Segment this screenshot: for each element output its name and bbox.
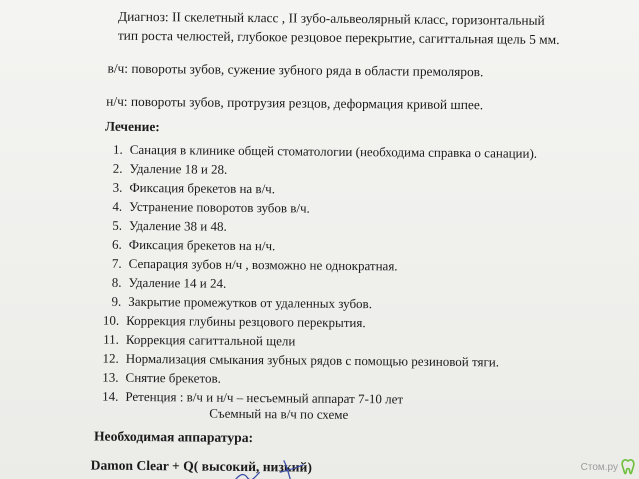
list-item-number: 6. <box>112 236 122 252</box>
diagnosis-line-2: тип роста челюстей, глубокое резцовое перекрытие, сагиттальная щель 5 мм. <box>117 27 560 47</box>
list-item <box>97 313 366 332</box>
list-item-number: 12. <box>102 350 119 366</box>
list-item <box>100 180 275 198</box>
tooth-logo-icon <box>621 459 635 475</box>
list-item-number: 2. <box>112 160 123 176</box>
list-item <box>100 161 227 178</box>
watermark <box>581 459 635 475</box>
treatment-heading: Лечение: <box>104 118 160 135</box>
list-item-text: Устранение поворотов зубов в/ч. <box>129 198 310 216</box>
list-item-text: Ретенция : в/ч и н/ч – несъемный аппарат 7-10 лет <box>125 388 404 407</box>
list-item <box>100 199 310 217</box>
list-item-number: 7. <box>111 255 122 271</box>
list-item-number: 13. <box>102 369 119 385</box>
upper-jaw-findings: в/ч: повороты зубов, сужение зубного ряда в области премоляров. <box>107 60 484 80</box>
handwritten-scribble <box>226 454 346 479</box>
list-item-text: Удаление 38 и 48. <box>128 217 227 234</box>
retention-note: Съемный на в/ч по схеме <box>209 405 349 422</box>
list-item-text: Сепарация зубов н/ч , возможно не однократная. <box>128 255 398 274</box>
list-item-text: Удаление 14 и 24. <box>128 274 227 291</box>
apparatus-heading: Необходимая аппаратура: <box>93 428 254 446</box>
list-item-text: Удаление 18 и 28. <box>129 160 228 177</box>
list-item-number: 14. <box>102 388 119 404</box>
list-item-text: Коррекция глубины резцового перекрытия. <box>126 312 366 331</box>
list-item <box>100 256 398 275</box>
list-item-text: Нормализация смыкания зубных рядов с помощью резиновой тяги. <box>125 350 500 370</box>
list-item-number: 10. <box>102 312 120 328</box>
list-item-number: 9. <box>111 293 122 309</box>
list-item-number: 3. <box>112 179 123 195</box>
list-item-number: 5. <box>112 217 123 233</box>
list-item <box>101 142 537 162</box>
apparatus-value: Damon Clear + Q( высокий, низкий) <box>90 457 312 475</box>
list-item <box>97 351 499 371</box>
list-item <box>96 389 403 408</box>
list-item <box>100 237 276 255</box>
watermark-text: Стом.ру <box>580 461 618 473</box>
list-item-text: Санация в клинике общей стоматологии (необходима справка о санации). <box>129 141 538 161</box>
list-item <box>97 332 296 350</box>
diagnosis-line-1: Диагноз: II скелетный класс , II зубо-альвеолярный класс, горизонтальный <box>117 8 545 28</box>
list-item-text: Снятие брекетов. <box>125 369 221 386</box>
list-item-text: Коррекция сагиттальной щели <box>125 331 296 349</box>
list-item-text: Фиксация брекетов на н/ч. <box>128 236 276 254</box>
list-item-text: Фиксация брекетов на в/ч. <box>129 179 276 197</box>
list-item <box>96 370 220 387</box>
list-item-number: 4. <box>112 198 123 214</box>
list-item-text: Закрытие промежутков от удаленных зубов. <box>128 293 373 312</box>
list-item <box>100 218 227 235</box>
list-item-number: 1. <box>112 141 123 157</box>
list-item <box>99 275 226 292</box>
list-item-number: 8. <box>111 274 122 290</box>
list-item <box>99 294 372 313</box>
lower-jaw-findings: н/ч: повороты зубов, протрузия резцов, деформация кривой шпее. <box>106 93 484 113</box>
list-item-number: 11. <box>103 331 120 347</box>
